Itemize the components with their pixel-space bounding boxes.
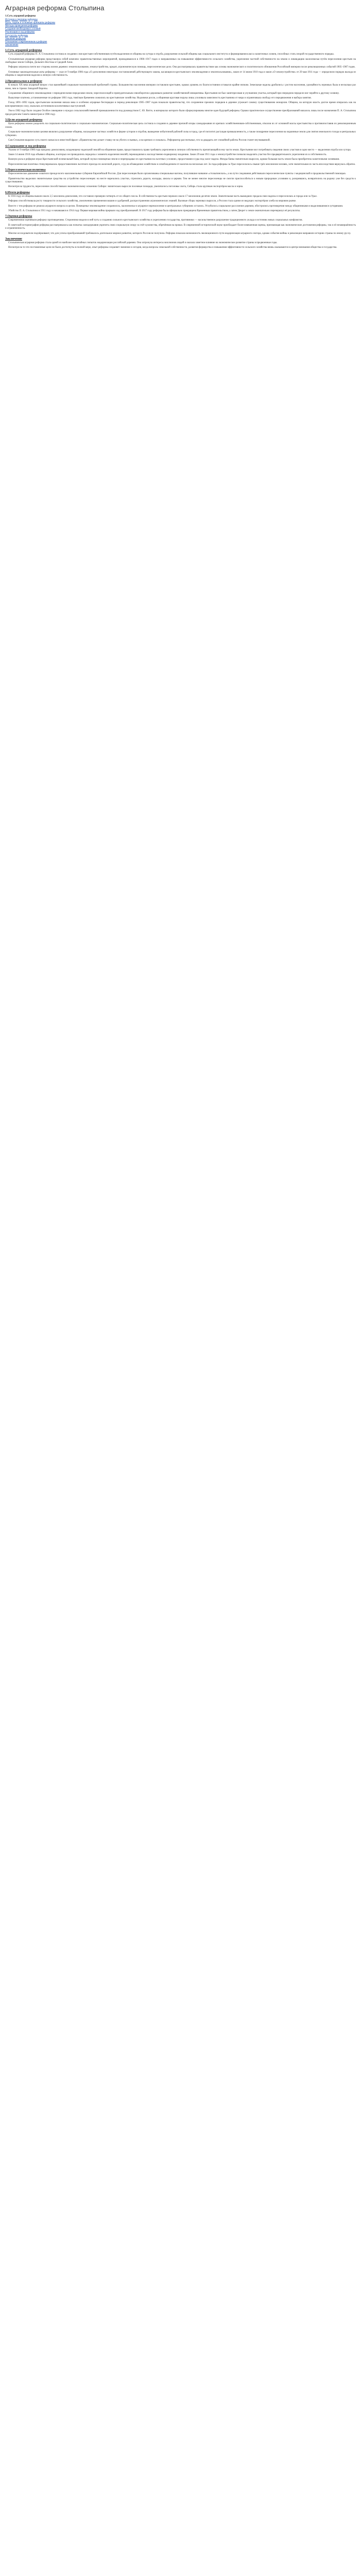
paragraph: Реформа способствовала росту товарности сельского хозяйства, увеличению применения машин и удобрений, распространению агрономических знаний. Валовые сборы зерновых выросли, а Россия стала одним из ведущих экспортёров хлеба на мировом рынке.	[8, 200, 297, 203]
paragraph: Вместе с тем реформа не решила аграрного вопроса в целом. Помещичье землевладение сохранилось, малоземелье и аграрное перенаселение в центральных губерниях остались. Углубилось социальное расслоение деревни, обострились противоречия между общинниками и выделившимися хуторянами.	[8, 205, 343, 208]
section-heading: 4.Содержание и ход реформы	[5, 144, 46, 148]
page-title: Аграрная реформа Столыпина	[5, 4, 105, 12]
section-heading: 6.Итоги реформы	[5, 191, 30, 194]
section-heading: 7.Оценки реформы	[5, 215, 32, 218]
toc-link[interactable]: Результаты реформы	[5, 34, 28, 37]
paragraph: В советской историографии реформа рассматривалась как попытка самодержавия укрепить свою социальную опору за счёт кулачества, обречённая на провал. В современной исторической науке преобладает более взвешенная оценка, признающая как экономические достижения реформы, так и её незавершённость и ограниченность.	[5, 224, 356, 230]
paragraph: Переселенческая политика стимулировалась предоставлением льготного проезда по железной дороге, ссуд на обзаведение хозяйством и освобождением от налогов на несколько лет. За годы реформы за Урал переселилось свыше трёх миллионов человек, хотя значительная их часть впоследствии вернулась обратно.	[8, 163, 356, 166]
toc-link[interactable]: История и причины реформы	[5, 18, 38, 21]
toc-link[interactable]: Отношение современников к реформе	[5, 40, 47, 43]
section-heading: 2.Предпосылки к реформе	[5, 79, 42, 83]
paragraph: Уже в 1902 году было создано Особое совещание о нуждах сельскохозяйственной промышленности под руководством С. Ю. Витте, в материалах которого были сформулированы многие идеи будущей реформы. Однако практическое осуществление преобразований началось лишь после назначения П. А. Столыпина председателем Совета министров в 1906 году.	[5, 110, 356, 116]
article-section	[5, 118, 356, 142]
toc-link[interactable]: Создание необходимых условий	[5, 28, 41, 31]
article-section	[5, 168, 356, 189]
paragraph: Правительство выделяло значительные средства на устройство переселенцев: на месте нарезались участки, строились дороги, колодцы, школы и церкви. Тем не менее многие переселенцы не смогли приспособиться к новым природным условиям и, разорившись, возвратились на родину уже без средств к существованию.	[5, 177, 356, 184]
paragraph: Реформа затронула почти все стороны жизни деревни: землепользование, землеустройство, кредит, агрономическую помощь, переселенческое дело. Она рассматривалась правительством как основа экономического и политического обновления Российской империи после революционных событий 1905–1907 годов.	[8, 66, 355, 69]
section-heading: 3.Цели аграрной реформы	[5, 118, 43, 122]
article-section	[5, 144, 356, 166]
toc-link[interactable]: Методы проведения реформы	[5, 24, 38, 27]
paragraph: Указом от 9 ноября 1906 года каждому домохозяину, владеющему надельной землёй на общинном праве, предоставлялось право требовать укрепления в личную собственность причитающейся ему части земли. Крестьянин мог потребовать сведения своих участков в одно место — выделения отруба или хутора.	[8, 148, 351, 151]
paragraph: Основные законодательные акты реформы — указ от 9 ноября 1906 года «О дополнении некоторых постановлений действующего закона, касающихся крестьянского землевладения и землепользования», закон от 14 июня 1910 года и закон «О землеустройстве» от 29 мая 1911 года — определили порядок выхода из общины и закрепления наделов в личную собственность.	[5, 71, 356, 77]
paragraph: Социально-экономическими целями являлись разрушение общины, насаждение частных хозяйств в форме хуторов и отрубов, выведение избыточной рабочей силы в город, где её поглотит растущая промышленность, а также поощрение переселения на окраинные земли для снятия земельного голода в центральных губерниях.	[5, 131, 356, 137]
paragraph: Несмотря на то что поставленные цели не были достигнуты в полной мере, опыт реформы сохраняет значение и сегодня, когда вопросы земельной собственности, развития фермерства и повышения эффективности сельского хозяйства вновь оказываются в центре внимания общества и государства.	[8, 246, 337, 249]
paragraph: Переселенческое движение охватило прежде всего малоземельные губернии Европейской России. Для переселенцев были организованы специальные вагоны, получившие название «столыпинских», а на пути следования действовали переселенческие пункты с медицинской и продовольственной помощью.	[8, 173, 346, 176]
paragraph: Убийство П. А. Столыпина в 1911 году и начавшаяся в 1914 году Первая мировая война прервали ход преобразований. В 1917 году реформа была официально прекращена Временным правительством, а затем Декрет о земле окончательно перечеркнул её результаты.	[8, 209, 301, 212]
paragraph: Важную роль в реформе играл Крестьянский поземельный банк, который скупал помещичьи земли и перепродавал их крестьянам на льготных условиях, предоставляя ссуды под залог надела. Фонды банка значительно выросли, однако большая часть земли была приобретена зажиточными хозяевами.	[8, 158, 340, 161]
paragraph: Столыпинская аграрная реформа представляла собой комплекс правительственных мероприятий, проводившихся в 1906–1917 годах и направленных на повышение эффективности сельского хозяйства, укрепление частной собственности на землю и ликвидацию малоземелья путём переселения крестьян на свободные земли Сибири, Дальнего Востока и Средней Азии.	[5, 58, 356, 64]
paragraph: К 1916 году из общины вышли около 2,5 миллиона домохозяев, что составило примерно четверть от их общего числа. В собственность крестьян перешло около 17 миллионов десятин земли. Значительная часть вышедших продала свои наделы и переселилась в города или за Урал.	[8, 195, 317, 198]
paragraph: Выкупные платежи, установленные по реформе 1861 года, тяжёлым бременем ложились на крестьянские хозяйства. Недоимки росли, а общинная круговая порука лишь усиливала зависимость крестьянина от мира и ограничивала свободу его передвижения и выбора занятия.	[8, 97, 312, 100]
article-section	[5, 48, 356, 78]
section-heading: 1.Суть аграрной реформы	[5, 49, 42, 53]
article-section	[5, 214, 356, 235]
article-section	[5, 237, 356, 250]
toc-link[interactable]: Цели, задачи и основные принципы реформы	[5, 21, 56, 24]
paragraph: Несмотря на трудности, переселение способствовало экономическому освоению Сибири: значительно выросли посевные площади, увеличилось поголовье скота, Сибирь стала крупным экспортёром масла и зерна.	[8, 185, 244, 189]
paragraph: Голод 1891–1892 годов, крестьянские волнения начала века и особенно аграрные беспорядки в период революции 1905–1907 годов показали правительству, что сохранение прежних порядков в деревне угрожает самому существованию монархии. Община, на которую власть долгое время опиралась как на консервативную силу, оказалась источником коллективных выступлений.	[5, 101, 356, 108]
toc-link[interactable]: Значение реформы	[5, 37, 26, 40]
paragraph: Многие исследователи подчёркивают, что для успеха преобразований требовалось длительное мирное развитие, которого Россия не получила. Реформа показала возможность эволюционного пути модернизации аграрного сектора, однако события войны и революции направили историю страны по иному руслу.	[8, 232, 351, 235]
paragraph: Цели реформы можно разделить на социально-политические и социально-экономические. Социально-политическая цель состояла в создании в деревне прочной опоры самодержавия из крепких хозяйственников-собственников, отколов их от основной массы крестьянства и противопоставив их революционным силам.	[5, 123, 356, 129]
toc-heading: 1.Суть аграрной реформы	[5, 15, 36, 18]
toc-link[interactable]: Реализация и ход реформы	[5, 31, 35, 34]
section-heading: 5.Переселенческая политика	[5, 168, 46, 172]
paragraph: Сохранение общинного землевладения с периодическими переделами земли, чересполосицей и принудительным севооборотом сдерживало развитие хозяйственной инициативы. Крестьянин не был заинтересован в улучшении участка, который при очередном переделе мог перейти к другому хозяину.	[8, 92, 339, 95]
article-section	[5, 191, 356, 213]
section-heading: Заключение	[5, 238, 22, 241]
paragraph: Современники оценивали реформу противоречиво. Сторонники видели в ней путь к созданию сильного крестьянского хозяйства и укреплению государства, противники — насильственное разрушение традиционного уклада и источник новых социальных конфликтов.	[8, 219, 303, 222]
table-of-contents	[5, 19, 356, 47]
paragraph: Суть аграрной реформы П. А. Столыпина состояла в создании слоя крестьян-собственников путём выделения из общины на хутора и отруба, разрушения сельской общины как социального института и формирования класса зажиточных хозяев, способных стать опорой государственного порядка.	[8, 53, 334, 56]
toc-link[interactable]: Заключение	[5, 44, 19, 47]
article-section	[5, 79, 356, 117]
paragraph: К началу XX века аграрный вопрос стал важнейшей социально-экономической проблемой страны. Большинство населения империи составляли крестьяне, однако уровень их благосостояния оставался крайне низким. Земельные наделы дробились с ростом населения, урожайность зерновых была в несколько раз ниже, чем в странах Западной Европы.	[5, 83, 356, 90]
paragraph: Столыпинская аграрная реформа стала одной из наиболее масштабных попыток модернизации российской деревни. Она затронула интересы миллионов людей и оказала заметное влияние на экономическое развитие страны в предвоенные годы.	[8, 242, 278, 245]
paragraph: Закон 14 июня 1910 года объявил общины, в которых не проводились переделы с момента наделения землёй, перешедшими к наследственно-подворному владению. Закон 29 мая 1911 года о землеустройстве позволил выделять участки без предварительного укрепления их в собственность.	[8, 154, 327, 157]
paragraph: Сам Столыпин выразил суть своего замысла в известной фразе: «Правительство делает ставку не на убогих и пьяных, а на крепких и сильных». Реформатор рассчитывал, что за двадцать лет спокойной работы Россия станет неузнаваемой.	[8, 139, 270, 142]
